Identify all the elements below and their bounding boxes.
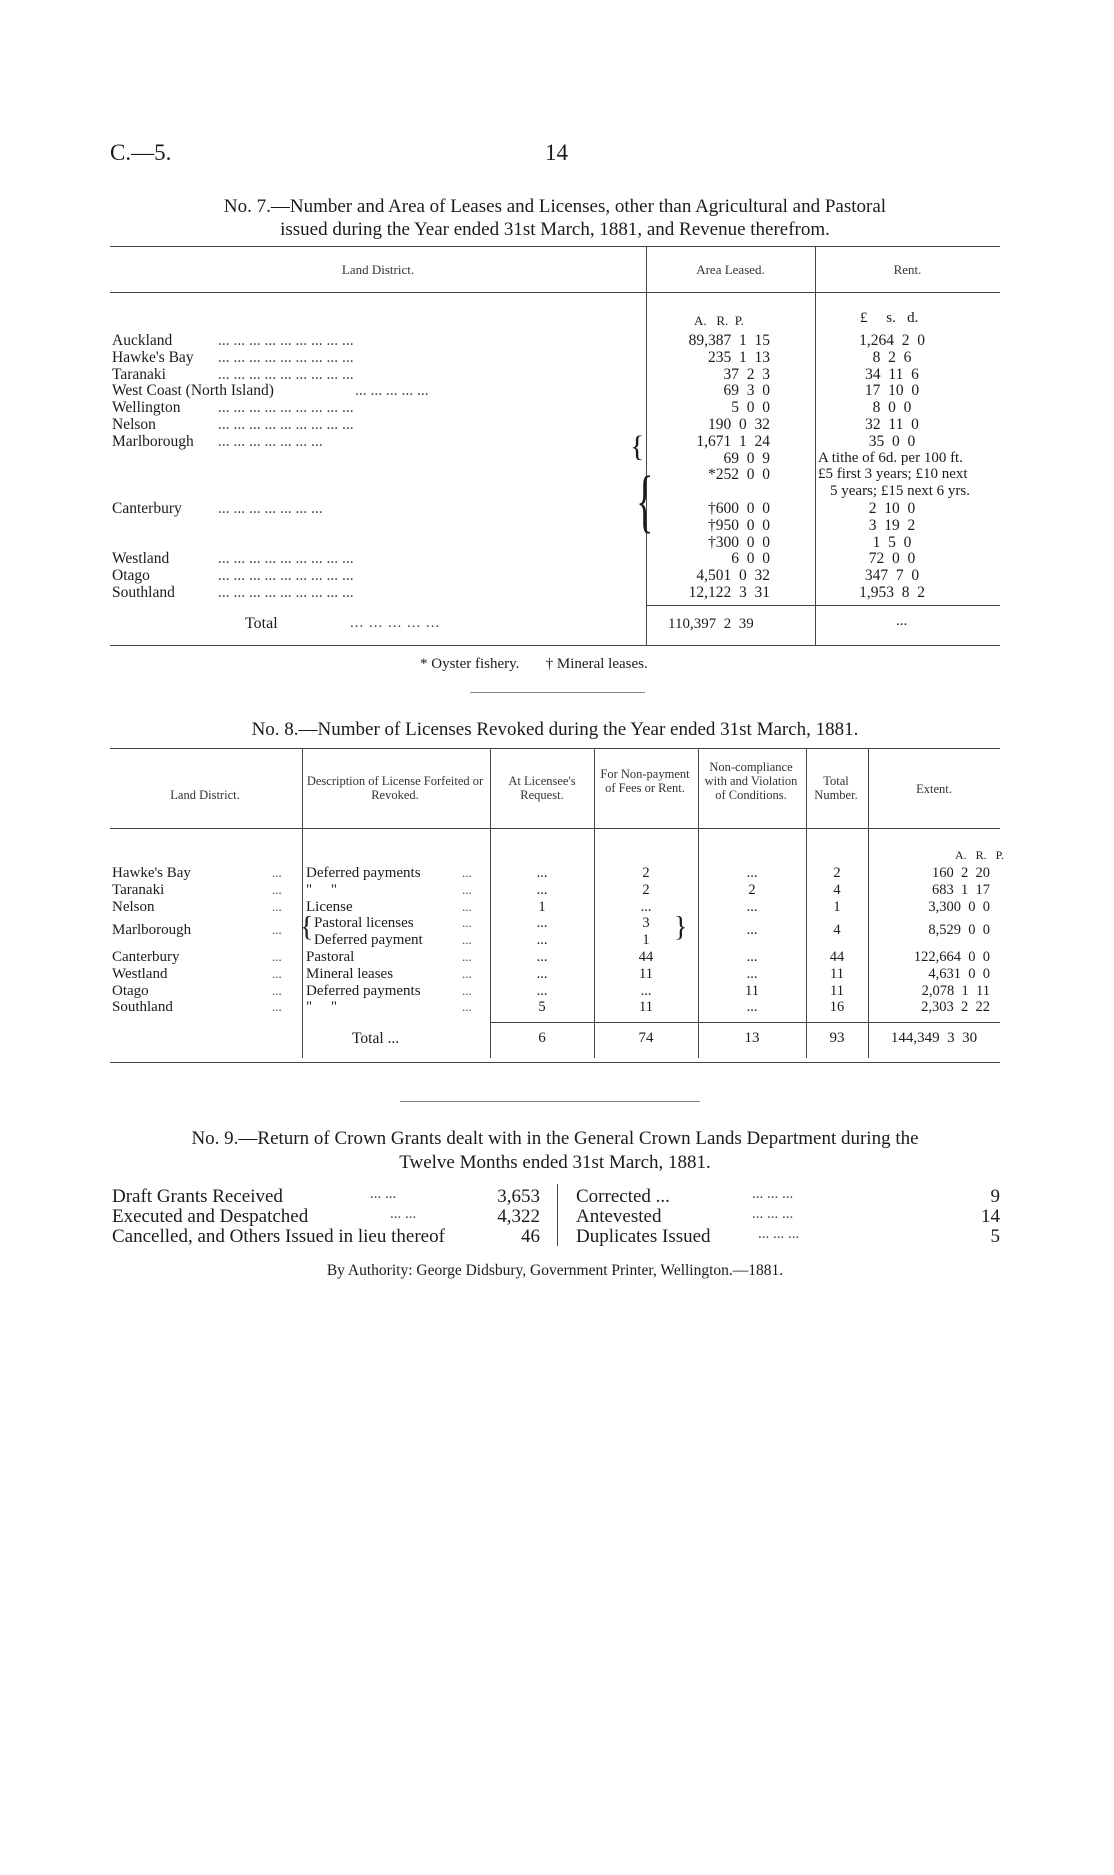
table8-header-rule — [110, 828, 1000, 829]
table7-rent: 5 years; £15 next 6 yrs. — [830, 483, 970, 500]
table9-left-value: 46 — [521, 1226, 540, 1247]
leader-dots: ... — [462, 932, 472, 948]
separator-1 — [470, 692, 645, 693]
table8-col-request: At Licensee's Request. — [508, 774, 576, 802]
leader-dots: ... — [272, 949, 282, 964]
table8-total-request: 6 — [538, 1030, 546, 1046]
leader-dots: ... ... ... ... ... ... ... — [218, 500, 323, 517]
table8-total: 11 — [830, 982, 844, 999]
leader-dots: ... — [462, 915, 472, 931]
table9-right-label: Corrected ... — [576, 1186, 670, 1207]
table8-noncomp: 11 — [745, 982, 759, 999]
table7-district: Auckland — [112, 332, 173, 349]
table8-extent: 4,631 0 0 — [928, 965, 990, 982]
table9-left-label: Cancelled, and Others Issued in lieu thereof — [112, 1226, 445, 1247]
leader-dots: ... — [272, 922, 282, 938]
table8-noncomp: ... — [746, 999, 758, 1016]
table7-rent: A tithe of 6d. per 100 ft. — [818, 449, 963, 466]
table7-area: 5 0 0 — [731, 399, 770, 417]
table8-district: Taranaki — [112, 881, 165, 898]
table7-area: †300 0 0 — [708, 533, 770, 551]
brace: { — [300, 912, 314, 944]
table7-district: Wellington — [112, 399, 181, 417]
table8-col-extent: Extent. — [916, 782, 952, 796]
table8-request: 5 — [538, 999, 546, 1016]
table8-col-total: Total Number. — [814, 774, 858, 802]
table7-rent: 32 11 0 — [865, 416, 919, 433]
table8-desc: Pastoral licenses — [314, 915, 414, 932]
leader-dots: ... ... ... — [758, 1226, 800, 1242]
table8-total: 44 — [829, 949, 845, 965]
leader-dots: ... — [462, 898, 472, 914]
table8-nonpay: 11 — [639, 999, 653, 1016]
table7-rent: 1 5 0 — [872, 533, 912, 551]
table7-col-area: Area Leased. — [696, 262, 765, 277]
table7-district: Taranaki — [112, 365, 166, 383]
table7-vrule-2 — [815, 246, 816, 646]
leader-dots: ... ... ... ... ... ... ... ... ... — [218, 550, 354, 568]
table7-area: 190 0 32 — [708, 416, 770, 433]
table9-left-label: Draft Grants Received — [112, 1186, 283, 1207]
leader-dots: ... — [462, 982, 472, 998]
table8-request: ... — [536, 949, 548, 965]
table7-area: 69 3 0 — [723, 382, 770, 400]
table8-total: 1 — [833, 898, 841, 915]
table8-title: No. 8.—Number of Licenses Revoked during the Year ended 31st March, 1881. — [251, 719, 859, 740]
leader-dots: ... — [272, 999, 282, 1015]
leader-dots: ... — [462, 999, 472, 1015]
brace: { — [636, 463, 654, 541]
leader-dots: ... ... ... — [752, 1206, 794, 1222]
table8-nonpay: 2 — [642, 865, 650, 881]
table7-district: West Coast (North Island) — [112, 382, 274, 400]
table7-area: 12,122 3 31 — [688, 584, 770, 601]
leader-dots: ... ... ... ... ... ... ... ... ... — [218, 365, 354, 383]
table7-rent: 17 10 0 — [864, 382, 920, 400]
table8-col-land: Land District. — [170, 788, 240, 802]
leader-dots: ... — [272, 881, 282, 897]
table8-col-noncomp: Non-compliance with and Violation of Conditions. — [704, 760, 798, 802]
table8-total-noncomp: 13 — [744, 1030, 760, 1046]
table7-district: Southland — [112, 584, 175, 601]
table8-extent: 2,303 2 22 — [921, 999, 990, 1016]
table8-district: Nelson — [112, 898, 155, 915]
table8-district: Southland — [112, 999, 173, 1016]
table9-right-label: Duplicates Issued — [576, 1226, 711, 1247]
table7-area: 69 0 9 — [723, 449, 770, 467]
table9-left-value: 4,322 — [497, 1206, 540, 1227]
leader-dots: ... — [462, 965, 472, 981]
table9-right-value: 5 — [990, 1226, 1000, 1247]
leader-dots: ... — [462, 949, 472, 964]
table7-rent: 3 19 2 — [868, 516, 916, 534]
table8-noncomp: ... — [746, 922, 758, 939]
table8-total: 16 — [829, 999, 845, 1016]
table8-request: ... — [536, 881, 548, 898]
leader-dots: ... ... ... ... ... ... ... ... ... — [218, 332, 354, 349]
table7-area: †600 0 0 — [708, 500, 770, 517]
table7-district: Nelson — [112, 416, 156, 433]
table8-top-rule — [110, 748, 1000, 749]
table9-right-value: 9 — [990, 1186, 1000, 1207]
table8-total-label: Total ... — [352, 1030, 400, 1047]
table7-area: *252 0 0 — [708, 466, 770, 484]
table7-district: Hawke's Bay — [112, 348, 194, 366]
table8-district: Marlborough — [112, 922, 192, 939]
leader-dots: ... — [462, 865, 472, 880]
leader-dots: ... ... ... — [752, 1186, 794, 1202]
table9-left-value: 3,653 — [497, 1186, 540, 1207]
separator-2 — [400, 1101, 700, 1102]
table8-noncomp: ... — [746, 965, 758, 982]
table7-total-dots: ... ... ... ... ... — [350, 615, 441, 631]
table8-desc: Deferred payments — [306, 865, 421, 881]
table8-noncomp: ... — [746, 949, 758, 965]
table8-desc: " " — [306, 999, 337, 1016]
table8-noncomp: ... — [746, 898, 758, 915]
brace: } — [674, 912, 688, 944]
page-number: 14 — [545, 140, 568, 165]
table7-rent: £5 first 3 years; £10 next — [818, 466, 968, 483]
table8-total: 11 — [830, 965, 844, 982]
table9-title-line1: No. 9.—Return of Crown Grants dealt with in the General Crown Lands Department during the — [191, 1128, 919, 1149]
table9-divider — [557, 1184, 558, 1246]
table8-desc: Mineral leases — [306, 965, 394, 982]
leader-dots: ... ... ... ... ... — [355, 382, 429, 400]
leader-dots: ... ... ... ... ... ... ... ... ... — [218, 416, 354, 433]
table8-district: Hawke's Bay — [112, 865, 191, 881]
table7-rent: 2 10 0 — [868, 500, 916, 517]
table8-nonpay: 11 — [639, 965, 653, 982]
table9-right-label: Antevested — [576, 1206, 662, 1227]
table7-rent: 8 2 6 — [872, 348, 912, 366]
table8-extent: 8,529 0 0 — [928, 922, 990, 939]
table8-nonpay: 3 — [642, 915, 650, 932]
table8-extent: 160 2 20 — [932, 865, 990, 881]
table8-request: ... — [536, 865, 548, 881]
table7-area: †950 0 0 — [708, 516, 770, 534]
table8-noncomp: ... — [746, 865, 758, 881]
table7-bottom-rule — [110, 645, 1000, 646]
table8-col-nonpay: For Non-payment of Fees or Rent. — [600, 767, 690, 795]
leader-dots: ... — [272, 898, 282, 914]
leader-dots: ... ... — [370, 1186, 397, 1202]
table7-rent: 34 11 6 — [865, 365, 919, 383]
leader-dots: ... — [462, 881, 472, 897]
table7-rent: 1,953 8 2 — [859, 584, 925, 601]
leader-dots: ... ... ... ... ... ... ... ... ... — [218, 399, 354, 417]
table7-area: 235 1 13 — [708, 348, 770, 366]
document-code: C.—5. — [110, 140, 172, 165]
leader-dots: ... — [272, 965, 282, 981]
table8-request: ... — [536, 915, 548, 932]
table7-col-rent: Rent. — [893, 262, 922, 277]
table7-area: 6 0 0 — [731, 550, 770, 568]
table8-total-rule — [490, 1022, 1000, 1023]
table8-desc: License — [306, 898, 353, 915]
table8-extent: 3,300 0 0 — [928, 898, 990, 915]
table8-district: Otago — [112, 982, 149, 999]
table7-header-rule — [110, 292, 1000, 293]
leader-dots: ... ... ... ... ... ... ... — [218, 432, 323, 450]
table7-vrule-1 — [646, 246, 647, 646]
table8-request: ... — [536, 982, 548, 999]
brace: { — [630, 429, 645, 463]
leader-dots: ... ... — [390, 1206, 417, 1222]
table8-desc: Deferred payments — [306, 982, 421, 999]
leader-dots: ... — [272, 865, 282, 880]
table7-district: Marlborough — [112, 432, 194, 450]
table7-rent: 35 0 0 — [868, 432, 916, 450]
table8-nonpay: ... — [640, 982, 652, 999]
table8-extent-units: A. R. P. — [955, 848, 1005, 862]
imprint: By Authority: George Didsbury, Government Printer, Wellington.—1881. — [326, 1262, 784, 1279]
table7-title-line1: No. 7.—Number and Area of Leases and Licenses, other than Agricultural and Pastoral — [223, 196, 887, 217]
table7-rent: 8 0 0 — [872, 399, 912, 417]
table7-area: 1,671 1 24 — [696, 432, 770, 450]
table8-nonpay: 2 — [642, 881, 650, 898]
table7-area: 37 2 3 — [723, 365, 770, 383]
table7-title-line2: issued during the Year ended 31st March, 1881, and Revenue therefrom. — [280, 219, 830, 240]
table8-request: 1 — [538, 898, 546, 915]
table7-rent: 347 7 0 — [864, 567, 920, 585]
table7-total-rent: ... — [896, 613, 908, 629]
leader-dots: ... ... ... ... ... ... ... ... ... — [218, 348, 354, 366]
table7-total-rule — [646, 605, 1000, 606]
table7-area: 4,501 0 32 — [696, 567, 770, 585]
leader-dots: ... ... ... ... ... ... ... ... ... — [218, 584, 354, 601]
table8-total: 4 — [833, 922, 841, 939]
table8-nonpay: ... — [640, 898, 652, 915]
table7-area: 89,387 1 15 — [688, 332, 770, 349]
table8-nonpay: 44 — [638, 949, 654, 965]
table8-total: 2 — [833, 865, 841, 881]
table9-right-value: 14 — [981, 1206, 1000, 1227]
table7-footnote: * Oyster fishery. † Mineral leases. — [420, 656, 648, 672]
table8-total: 4 — [833, 881, 841, 898]
table7-total-label: Total — [245, 615, 278, 632]
table8-desc: " " — [306, 881, 337, 898]
table7-top-rule — [110, 246, 1000, 247]
table8-nonpay: 1 — [642, 932, 650, 949]
leader-dots: ... — [272, 982, 282, 998]
table8-desc: Deferred payment — [314, 932, 423, 949]
table8-district: Canterbury — [112, 949, 180, 965]
leader-dots: ... ... ... ... ... ... ... ... ... — [218, 567, 354, 585]
table8-extent: 683 1 17 — [932, 881, 990, 898]
table7-total-area: 110,397 2 39 — [668, 616, 754, 632]
table8-request: ... — [536, 932, 548, 949]
table7-rent: 1,264 2 0 — [859, 332, 925, 349]
table8-total-nonpay: 74 — [638, 1030, 654, 1046]
table8-total-total: 93 — [829, 1030, 845, 1046]
table7-area-units: A. R. P. — [694, 313, 744, 328]
table8-desc: Pastoral — [306, 949, 355, 965]
table8-district: Westland — [112, 965, 168, 982]
table9-title-line2: Twelve Months ended 31st March, 1881. — [399, 1152, 711, 1173]
table8-vrule-6 — [868, 748, 869, 1058]
table8-col-desc: Description of License Forfeited or Revoked. — [306, 774, 484, 802]
table7-rent: 72 0 0 — [868, 550, 916, 568]
table8-extent: 122,664 0 0 — [913, 949, 990, 965]
table7-rent-units: £ s. d. — [860, 310, 919, 326]
table8-extent: 2,078 1 11 — [921, 982, 990, 999]
table8-total-extent: 144,349 3 30 — [890, 1030, 978, 1046]
table8-vrule-1 — [302, 748, 303, 1058]
table7-district: Westland — [112, 550, 170, 568]
table8-bottom-rule — [110, 1062, 1000, 1063]
table7-district: Otago — [112, 567, 150, 585]
table9-left-label: Executed and Despatched — [112, 1206, 309, 1227]
table7-col-land: Land District. — [341, 262, 415, 277]
table7-district: Canterbury — [112, 500, 182, 517]
table8-request: ... — [536, 965, 548, 982]
table8-noncomp: 2 — [748, 881, 756, 898]
